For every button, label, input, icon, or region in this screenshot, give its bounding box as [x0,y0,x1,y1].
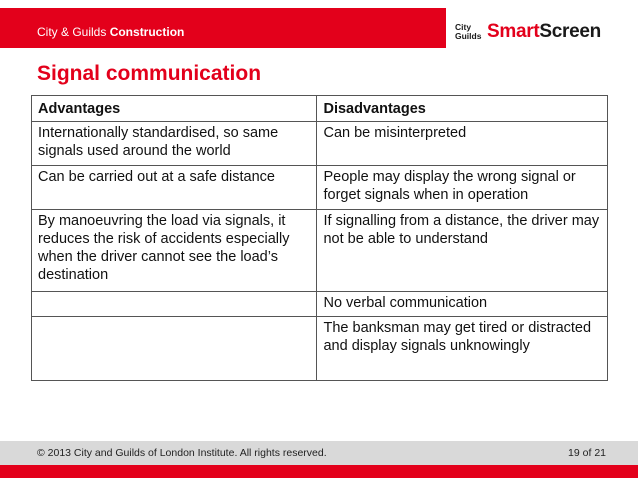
disadvantage-cell: No verbal communication [317,292,608,317]
disadvantage-cell: People may display the wrong signal or forget signals when in operation [317,166,608,210]
signal-table [31,95,608,381]
table-header-row [32,96,608,122]
table-row [32,122,608,166]
bottom-strip [0,465,638,478]
disadvantage-cell: The banksman may get tired or distracted and display signals unknowingly [317,317,608,381]
table-row [32,317,608,381]
table-row [32,166,608,210]
top-strip [0,0,638,8]
city-guilds-logo [455,23,485,41]
header-disadvantages: Disadvantages [317,96,608,122]
smartscreen-wordmark [487,21,601,43]
footer-page-number: 19 of 21 [568,447,606,459]
advantage-cell: By manoeuvring the load via signals, it reduces the risk of accidents especially when the driver cannot see the load’s destination [32,210,317,292]
header-brand [37,25,184,39]
logo-line-city: City [455,22,472,32]
logo-screen: Screen [539,21,601,42]
logo-line-guilds: Guilds [455,31,482,41]
header-brand-prefix: City & Guilds [37,25,110,39]
advantage-cell [32,292,317,317]
advantage-cell [32,317,317,381]
advantage-cell: Internationally standardised, so same signals used around the world [32,122,317,166]
slide-title: Signal communication [37,62,262,85]
advantage-cell: Can be carried out at a safe distance [32,166,317,210]
smartscreen-logo [455,18,601,46]
disadvantage-cell: If signalling from a distance, the driver may not be able to understand [317,210,608,292]
header-advantages: Advantages [32,96,317,122]
disadvantage-cell: Can be misinterpreted [317,122,608,166]
table-row [32,210,608,292]
header-brand-bold: Construction [109,25,185,39]
table-row [32,292,608,317]
logo-smart: Smart [487,21,540,42]
footer-copyright: © 2013 City and Guilds of London Institute. All rights reserved. [37,447,327,459]
